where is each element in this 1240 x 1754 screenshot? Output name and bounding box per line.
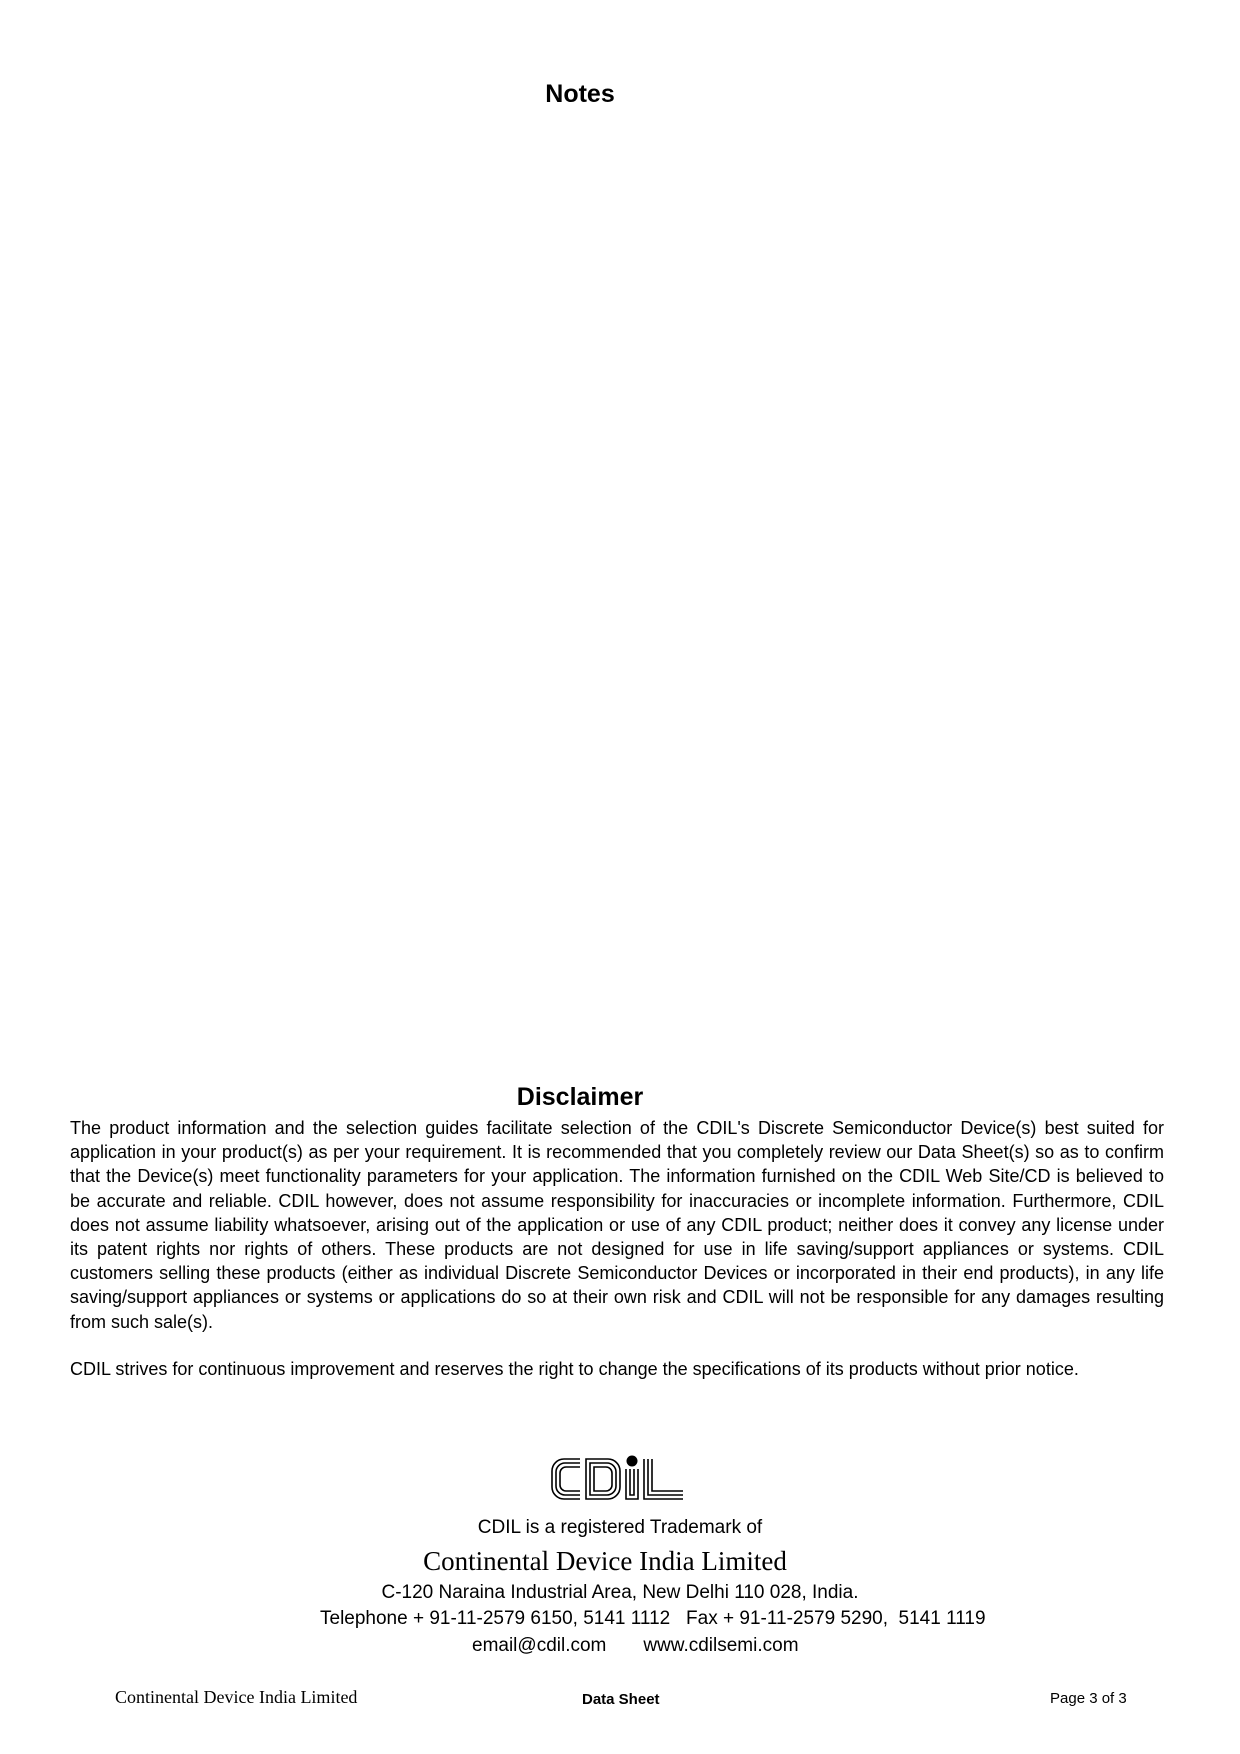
footer-page-number: Page 3 of 3 [1050,1690,1127,1707]
disclaimer-heading: Disclaimer [516,1083,644,1111]
company-address: C-120 Naraina Industrial Area, New Delhi 110 028, India. [381,1582,859,1603]
company-name: Continental Device India Limited [423,1546,787,1576]
disclaimer-text: The product information and the selection guides facilitate selection of the CDIL's Discrete Semiconductor Device(s) best suited for application in your product(s) as per your requirement. It is recommended that you completely review our Data Sheet(s) so as to confirm that the Device(s) meet functionality parameters for your application. The information furnished on the CDIL Web Site/CD is believed to be accurate and reliable. CDIL however, does not assume responsibility for inaccuracies or incomplete information. Furthermore, CDIL does not assume liability whatsoever, arising out of the application or use of any CDIL product; neither does it convey any license under its patent rights nor rights of others. These products are not designed for use in life saving/support appliances or systems. CDIL customers selling these products (either as individual Discrete Semiconductor Devices or incorporated in their end products), in any life saving/support appliances or systems or applications do so at their own risk and CDIL will not be responsible for any damages resulting from such sale(s). [70,1118,1164,1332]
notes-heading: Notes [545,80,615,108]
footer-document-type: Data Sheet [582,1691,660,1708]
footer-company-name: Continental Device India Limited [115,1687,358,1707]
trademark-statement: CDIL is a registered Trademark of [477,1517,763,1538]
improvement-notice: CDIL strives for continuous improvement and reserves the right to change the specifications of its products without prior notice. [70,1359,1079,1379]
telephone-fax-line: Telephone + 91-11-2579 6150, 5141 1112 Fax + 91-11-2579 5290, 5141 1119 [320,1608,986,1629]
contact-line [472,1635,799,1657]
website-link[interactable]: www.cdilsemi.com [643,1635,799,1656]
cdil-logo [550,1455,685,1503]
email-link[interactable]: email@cdil.com [472,1635,607,1656]
